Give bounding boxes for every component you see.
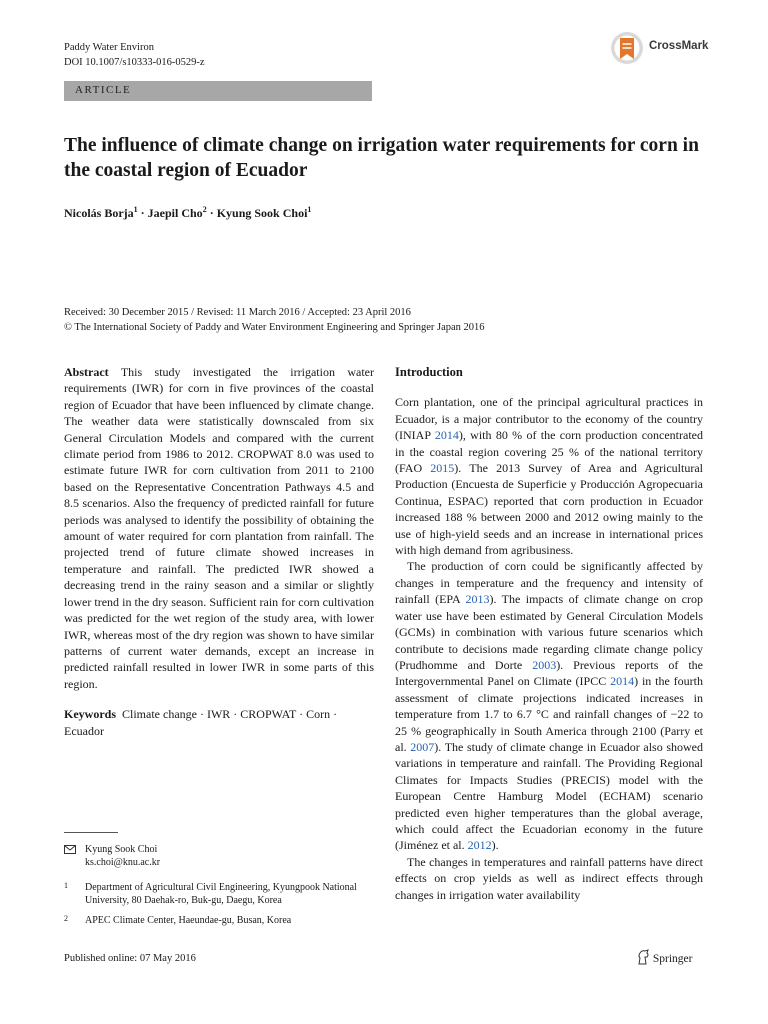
author-list: [64, 205, 311, 221]
keywords-label: Keywords: [64, 707, 116, 722]
paragraph-text: ), with 80 % of the corn production concentrated in the coastal region covering 25 % of the national territory (FAO: [395, 428, 703, 476]
doi[interactable]: DOI 10.1007/s10333-016-0529-z: [64, 57, 205, 68]
author-name[interactable]: Jaepil Cho: [147, 206, 203, 220]
keywords-text: Climate change · IWR · CROPWAT · Corn · Ecuador: [64, 707, 341, 738]
crossmark-icon: [610, 30, 644, 66]
envelope-icon: [64, 845, 76, 854]
springer-horse-icon: [636, 949, 650, 965]
copyright: © The International Society of Paddy and Water Environment Engineering and Springer Japan 2016: [64, 322, 485, 333]
author-separator: ·: [206, 206, 217, 220]
intro-paragraph: [395, 854, 703, 903]
intro-paragraph: [395, 558, 703, 853]
corresponding-email[interactable]: ks.choi@knu.ac.kr: [85, 857, 161, 868]
citation-link[interactable]: 2012: [467, 838, 492, 853]
affiliation-2: [64, 914, 364, 927]
paragraph-text: ). Previous reports of the Intergovernmental Panel on Climate (IPCC: [395, 657, 703, 689]
affiliation-number: 2: [64, 914, 68, 923]
footnote-rule: [64, 832, 118, 833]
author-name[interactable]: Nicolás Borja: [64, 206, 134, 220]
right-column: [395, 364, 703, 903]
paragraph-text: ).: [491, 838, 499, 853]
left-column: [64, 364, 374, 739]
intro-paragraph: [395, 394, 703, 558]
abstract-text: This study investigated the irrigation water requirements (IWR) for corn in five provinces of the coastal region of Ecuador that have been influenced by climate change. The weather data were statistically downscaled from six General Circulation Models and compared with the current climate period from 1986 to 2012. CROPWAT 8.0 was used to estimate future IWR for corn cultivation from 2011 to 2100 based on the Representative Concentration Pathways 4.5 and 8.5 scenarios. Also the frequency of predicted rainfall for future periods was analysed to identify the possibility of obtaining the amount of water required for corn plantation from rainfall. The projected trend of future climate showed increases in temperature and rainfall. The predicted IWR showed a decreasing trend in the rainy season and a similar or slightly lower trend in the dry season. Sufficient rain for corn cultivation was predicted for the wet region of the study area, with lower IWR, whereas most of the dry region was shown to have similar patterns of current water demands, except an increase in predicted rainfall resulted in lower IWR in some parts of this region.: [64, 365, 374, 691]
paragraph-text: ). The 2013 Survey of Area and Agricultural Production (Encuesta de Superficie y Producción Agropecuaria Continua, ESPAC) reported that corn production in Ecuador increased 188 % between 2000 and 2012 owing mainly to the use of high-yield seeds and an increase in international prices with high demand from agribusiness.: [395, 461, 703, 558]
citation-link[interactable]: 2013: [465, 592, 490, 607]
keywords: [64, 706, 374, 739]
abstract-label: Abstract: [64, 365, 109, 379]
paper-title: The influence of climate change on irrigation water requirements for corn in the coastal region of Ecuador: [64, 135, 699, 181]
paragraph-text: The changes in temperatures and rainfall patterns have direct effects on crop yields as well as indirect effects through changes in irrigation water availability: [395, 854, 703, 902]
paragraph-text: The production of corn could be significantly affected by changes in temperature and the frequency and intensity of rainfall (EPA: [395, 559, 703, 607]
published-online: Published online: 07 May 2016: [64, 953, 196, 964]
citation-link[interactable]: 2007: [410, 739, 435, 754]
corresponding-author: Kyung Sook Choi: [85, 844, 158, 855]
author-affiliation-mark: 1: [307, 205, 312, 214]
citation-link[interactable]: 2014: [610, 674, 635, 689]
springer-label: Springer: [652, 953, 693, 965]
affiliation-1: [64, 881, 364, 907]
affiliation-text: Department of Agricultural Civil Engineering, Kyungpook National University, 80 Daehak-ro, Buk-gu, Daegu, Korea: [85, 882, 357, 906]
dates-block: [64, 305, 704, 335]
paragraph-text: ). The impacts of climate change on crop water use have been estimated by General Circulation Models (GCMs) in combination with various future scenarios which contribute to decisions made regarding climate change policy (Prudhomme and Dorte: [395, 592, 703, 672]
affiliation-number: 1: [64, 881, 68, 890]
citation-link[interactable]: 2015: [430, 461, 455, 476]
correspondence: [64, 843, 160, 869]
author-name[interactable]: Kyung Sook Choi: [216, 206, 308, 220]
received-dates: Received: 30 December 2015 / Revised: 11 March 2016 / Accepted: 23 April 2016: [64, 307, 411, 318]
paragraph-text: Corn plantation, one of the principal agricultural practices in Ecuador, is a major contributor to the economy of the country (INIAP: [395, 395, 703, 443]
article-type: ARTICLE: [75, 84, 132, 96]
citation-link[interactable]: 2014: [434, 428, 459, 443]
abstract: [64, 364, 374, 692]
springer-logo[interactable]: [636, 949, 692, 965]
paragraph-text: ). The study of climate change in Ecuador also showed variations in temperature and rainfall. The Providing Regional Climates for Impacts Studies (PRECIS) model with the European Centre Hamburg Model (ECHAM) scenario predicted even higher temperatures than the global average, which could affect the Ecuadorian economy in the future (Jiménez et al.: [395, 739, 703, 853]
section-heading-introduction: Introduction: [395, 365, 463, 379]
journal-name: Paddy Water Environ: [64, 42, 154, 53]
author-separator: ·: [137, 206, 148, 220]
article-type-bar: [64, 81, 372, 101]
author-affiliation-mark: 2: [202, 205, 207, 214]
affiliation-text: APEC Climate Center, Haeundae-gu, Busan, Korea: [85, 915, 292, 926]
author-affiliation-mark: 1: [133, 205, 138, 214]
crossmark-label: CrossMark: [649, 40, 709, 52]
citation-link[interactable]: 2003: [532, 657, 557, 672]
paragraph-text: ) in the fourth assessment of climate projections indicated increases in temperature from 1.7 to 6.7 °C and rainfall changes of −22 to 25 % geographically in South America through 2100 (Parry et al.: [395, 674, 703, 754]
crossmark-badge[interactable]: [610, 30, 709, 66]
